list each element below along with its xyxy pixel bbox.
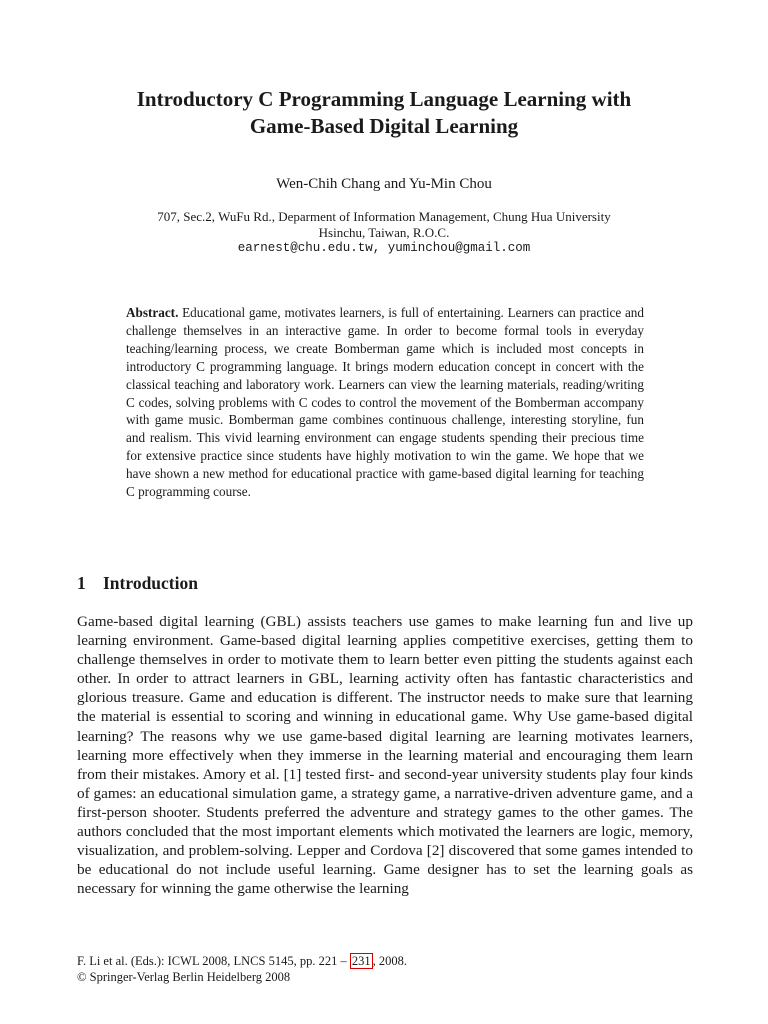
introduction-body: Game-based digital learning (GBL) assists teachers use games to make learning fun and live up learning environment. Game-based digital learning applies competitive exercises, getting them to challenge themselves in order to motivate them to learn better even pitting the students against each other. In order to attract learners in GBL, learning activity often has fantastic characteristics and glorious treasure. Game and education is different. The instructor needs to make sure that learning the material is essential to scoring and winning in educational game. Why Use game-based digital learning? The reasons why we use game-based digital learning are learning motivates learners, learning more effectively when they immerse in the learning material and encouraging them learn from their mistakes. Amory et al. [1] tested first- and second-year university students play four kinds of games: an educational simulation game, a strategy game, a narrative-driven adventure game, and a first-person shooter. Students preferred the adventure and strategy games to the other games. The authors concluded that the most important elements which motivated the learners are logic, memory, visualization, and problem-solving. Lepper and Cordova [2] discovered that some games intended to be educational do not include useful learning. Game designer has to set the learning goals as necessary for winning the game otherwise the learning bbox=[77, 613, 693, 898]
citation-prefix: F. Li et al. (Eds.): ICWL 2008, LNCS 5145, pp. 221 – bbox=[77, 954, 350, 968]
paper-title bbox=[60, 86, 708, 140]
citation-line bbox=[77, 953, 407, 969]
abstract-text: Educational game, motivates learners, is full of entertaining. Learners can practice and challenge themselves in an interactive game. In order to become formal tools in everyday teaching/learning process, we create Bomberman game which is included most concepts in introductory C programming language. It brings modern education concept in concert with the classical teaching and laboratory work. Learners can view the learning materials, reading/writing C codes, solving problems with C codes to control the movement of the Bomberman accompany with game music. Bomberman game combines continuous challenge, interesting storyline, fun and realism. This vivid learning environment can engage students spending their precious time for extensive practice since students have highly motivation to win the game. We hope that we have shown a new method for educational practice with game-based digital learning for teaching C programming course. bbox=[126, 305, 644, 500]
affiliation-line-2: Hsinchu, Taiwan, R.O.C. bbox=[318, 225, 450, 240]
author-emails: earnest@chu.edu.tw, yuminchou@gmail.com bbox=[237, 241, 531, 255]
paper-title-line-2: Game-Based Digital Learning bbox=[249, 114, 519, 138]
paper-affiliation bbox=[90, 209, 678, 256]
page-footer bbox=[77, 953, 407, 985]
section-title: Introduction bbox=[103, 573, 198, 593]
affiliation-line-1: 707, Sec.2, WuFu Rd., Deparment of Information Management, Chung Hua University bbox=[157, 209, 611, 224]
paper-authors: Wen-Chih Chang and Yu-Min Chou bbox=[276, 176, 492, 192]
end-page-link[interactable]: 231 bbox=[351, 954, 371, 968]
abstract-block bbox=[126, 304, 644, 501]
abstract-label: Abstract. bbox=[126, 305, 179, 320]
paper-title-line-1: Introductory C Programming Language Learning with bbox=[136, 87, 632, 111]
copyright-line: © Springer-Verlag Berlin Heidelberg 2008 bbox=[77, 970, 291, 984]
section-heading-introduction bbox=[77, 572, 198, 594]
citation-suffix: , 2008. bbox=[372, 954, 407, 968]
section-number: 1 bbox=[77, 573, 86, 593]
